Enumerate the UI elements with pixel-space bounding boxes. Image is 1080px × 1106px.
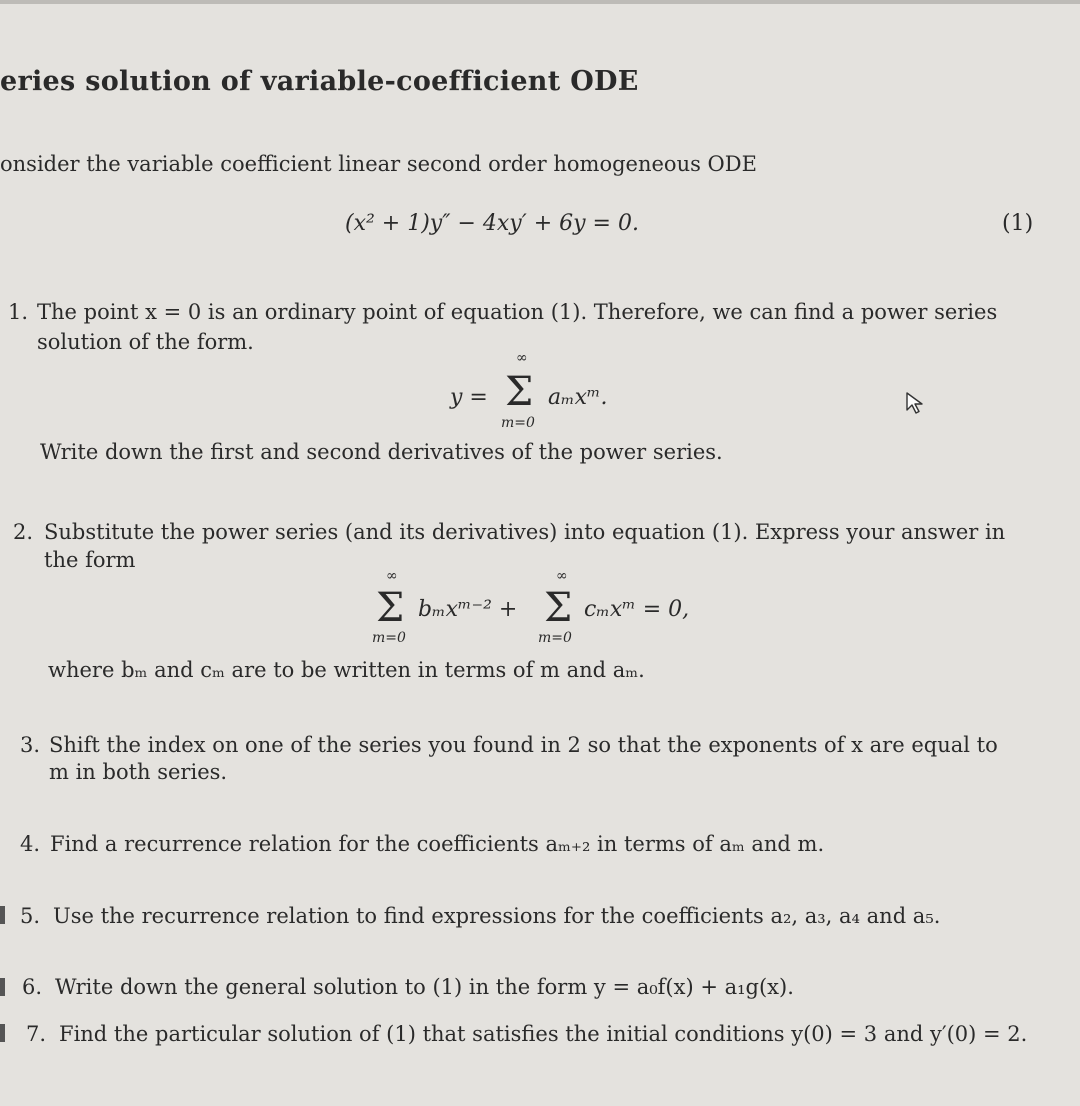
item-2-text: Substitute the power series (and its derivatives) into equation (1). Express your answer in — [44, 520, 1006, 544]
item-2-followup: where bₘ and cₘ are to be written in terms of m and aₘ. — [48, 658, 645, 682]
item-2-text-cont: the form — [44, 548, 136, 572]
item-1-text: The point x = 0 is an ordinary point of equation (1). Therefore, we can find a power series — [37, 300, 998, 324]
item-1-number: 1. — [8, 300, 29, 324]
item-1-text-cont: solution of the form. — [37, 330, 254, 354]
sum1-upper-limit: ∞ — [386, 568, 398, 584]
item-3-text-cont: m in both series. — [49, 760, 228, 784]
margin-mark — [0, 1024, 5, 1042]
summation-symbol-2: Σ — [544, 585, 573, 631]
margin-mark — [0, 978, 5, 996]
item-4-number: 4. — [20, 832, 41, 856]
sum2-upper-limit: ∞ — [556, 568, 568, 584]
item-5-text: Use the recurrence relation to find expressions for the coefficients a₂, a₃, a₄ and a₅. — [53, 904, 941, 928]
item-6-number: 6. — [22, 975, 43, 999]
ode-equation: (x² + 1)y″ − 4xy′ + 6y = 0. — [345, 211, 639, 236]
item-2-number: 2. — [13, 520, 34, 544]
series-term-c: cₘxᵐ = 0, — [584, 597, 690, 622]
summation-symbol: Σ — [505, 369, 534, 415]
item-5-number: 5. — [20, 904, 41, 928]
series-lhs: y = — [450, 385, 488, 410]
mouse-pointer-icon — [903, 390, 929, 416]
summation-symbol-1: Σ — [376, 585, 405, 631]
item-7-text: Find the particular solution of (1) that satisfies the initial conditions y(0) = 3 and y′(0) = 2. — [59, 1022, 1028, 1046]
equation-number: (1) — [1002, 211, 1034, 236]
margin-mark — [0, 906, 5, 924]
item-7-number: 7. — [26, 1022, 47, 1046]
item-1-followup: Write down the first and second derivatives of the power series. — [40, 440, 723, 464]
sum1-lower-limit: m=0 — [372, 630, 406, 646]
intro-text: onsider the variable coefficient linear second order homogeneous ODE — [0, 152, 757, 176]
section-title: eries solution of variable-coefficient ODE — [0, 66, 639, 97]
item-3-number: 3. — [20, 733, 41, 757]
top-edge — [0, 0, 1080, 4]
sum-upper-limit: ∞ — [516, 350, 528, 366]
series-term-b: bₘxᵐ⁻² + — [418, 597, 518, 622]
sum2-lower-limit: m=0 — [538, 630, 572, 646]
item-6-text: Write down the general solution to (1) in the form y = a₀f(x) + a₁g(x). — [55, 975, 794, 999]
sum-lower-limit: m=0 — [501, 415, 535, 431]
item-3-text: Shift the index on one of the series you found in 2 so that the exponents of x are equal to — [49, 733, 998, 757]
series-term: aₘxᵐ. — [548, 385, 608, 410]
item-4-text: Find a recurrence relation for the coefficients aₘ₊₂ in terms of aₘ and m. — [50, 832, 825, 856]
